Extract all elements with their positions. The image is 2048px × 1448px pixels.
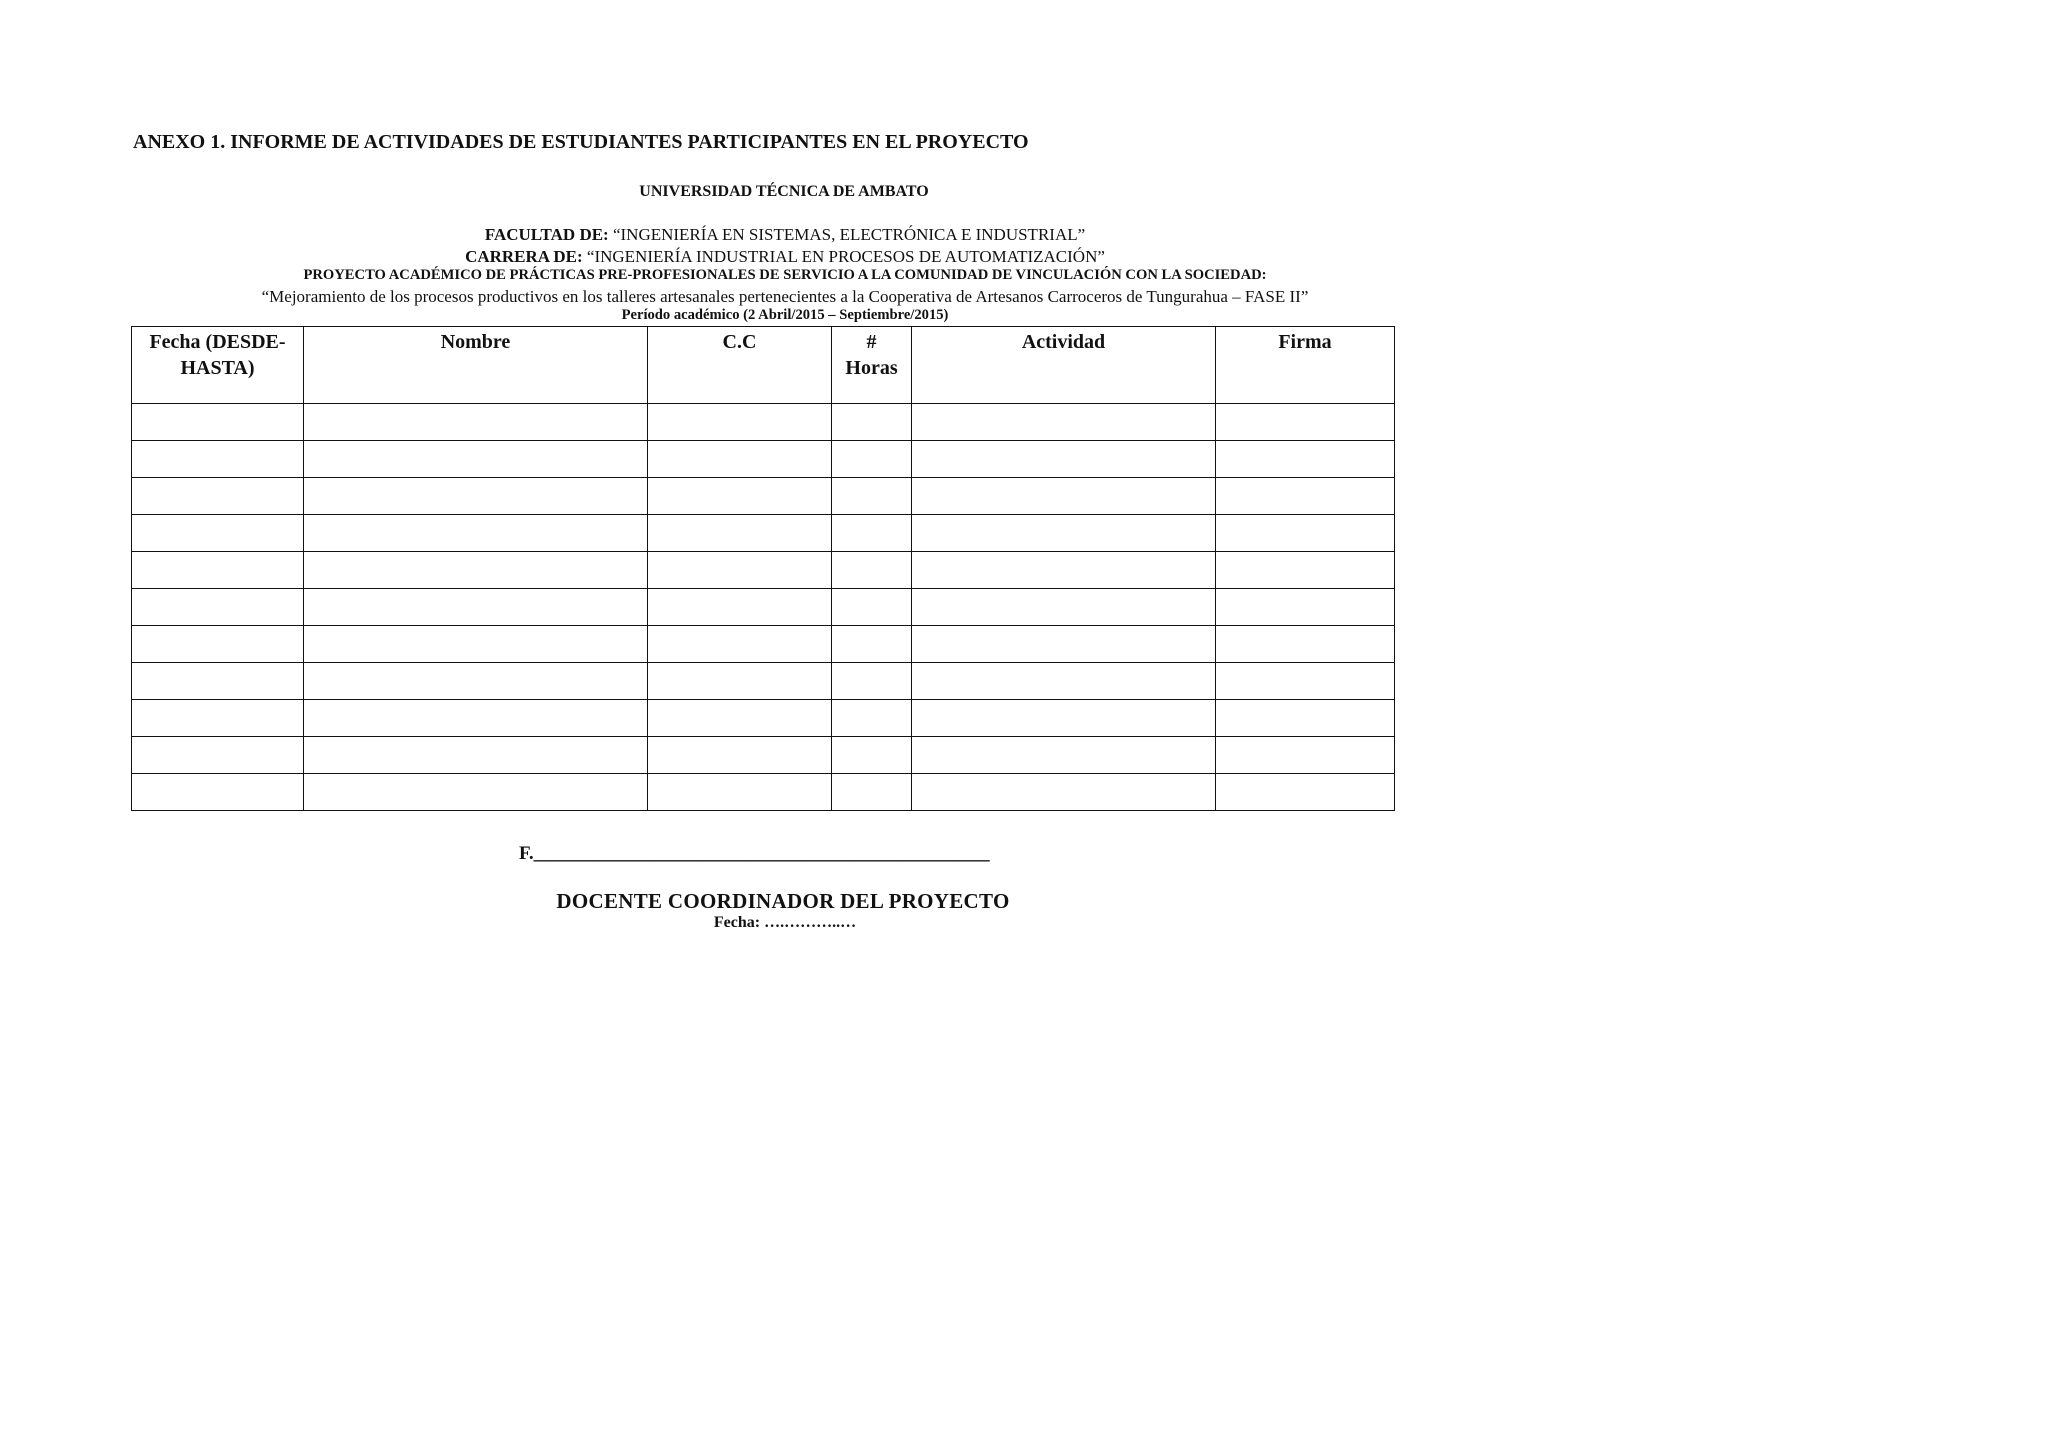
header-firma: Firma	[1216, 327, 1395, 404]
cell-cc[interactable]	[648, 663, 832, 700]
cell-fecha[interactable]	[132, 737, 304, 774]
project-heading: PROYECTO ACADÉMICO DE PRÁCTICAS PRE-PROFESIONALES DE SERVICIO A LA COMUNIDAD DE VINCULACIÓN CON LA SOCIEDAD:	[303, 267, 1267, 283]
cell-fecha[interactable]	[132, 626, 304, 663]
cell-nombre[interactable]	[304, 552, 648, 589]
cell-horas[interactable]	[832, 515, 912, 552]
cell-fecha[interactable]	[132, 404, 304, 441]
cell-firma[interactable]	[1216, 663, 1395, 700]
cell-fecha[interactable]	[132, 515, 304, 552]
signature-line: F.________________________________________________	[519, 843, 990, 864]
cell-fecha[interactable]	[132, 663, 304, 700]
cell-actividad[interactable]	[912, 774, 1216, 811]
table-row	[132, 663, 1395, 700]
cell-nombre[interactable]	[304, 626, 648, 663]
university-name: UNIVERSIDAD TÉCNICA DE AMBATO	[639, 183, 929, 200]
cell-horas[interactable]	[832, 441, 912, 478]
career-label: CARRERA DE:	[465, 247, 583, 266]
cell-firma[interactable]	[1216, 515, 1395, 552]
header-nombre: Nombre	[304, 327, 648, 404]
cell-actividad[interactable]	[912, 478, 1216, 515]
date-value: ….………..…	[764, 914, 857, 931]
cell-actividad[interactable]	[912, 404, 1216, 441]
career-line	[0, 247, 1570, 267]
header-horas	[832, 327, 912, 404]
table-row	[132, 478, 1395, 515]
cell-horas[interactable]	[832, 626, 912, 663]
cell-actividad[interactable]	[912, 626, 1216, 663]
faculty-label: FACULTAD DE:	[484, 225, 609, 244]
header-cc: C.C	[648, 327, 832, 404]
cell-horas[interactable]	[832, 404, 912, 441]
project-name: “Mejoramiento de los procesos productivos en los talleres artesanales pertenecientes a la Cooperativa de Artesanos Carroceros de Tungurahua – FASE II”	[261, 287, 1309, 306]
cell-horas[interactable]	[832, 663, 912, 700]
table-row	[132, 626, 1395, 663]
activity-table	[131, 326, 1395, 811]
table-row	[132, 441, 1395, 478]
table-row	[132, 552, 1395, 589]
cell-firma[interactable]	[1216, 552, 1395, 589]
cell-cc[interactable]	[648, 441, 832, 478]
cell-actividad[interactable]	[912, 737, 1216, 774]
cell-cc[interactable]	[648, 478, 832, 515]
annex-title: ANEXO 1. INFORME DE ACTIVIDADES DE ESTUDIANTES PARTICIPANTES EN EL PROYECTO	[133, 131, 1029, 153]
cell-firma[interactable]	[1216, 404, 1395, 441]
cell-cc[interactable]	[648, 589, 832, 626]
faculty-line	[0, 225, 1570, 245]
cell-fecha[interactable]	[132, 774, 304, 811]
cell-firma[interactable]	[1216, 700, 1395, 737]
table-row	[132, 774, 1395, 811]
cell-actividad[interactable]	[912, 552, 1216, 589]
date-line	[0, 914, 1570, 932]
header-fecha-line1: Fecha (DESDE-	[149, 331, 286, 353]
cell-firma[interactable]	[1216, 478, 1395, 515]
cell-nombre[interactable]	[304, 478, 648, 515]
table-row	[132, 700, 1395, 737]
cell-actividad[interactable]	[912, 700, 1216, 737]
table-row	[132, 404, 1395, 441]
header-fecha-line2: HASTA)	[180, 357, 255, 379]
header-horas-line1: #	[866, 331, 877, 353]
cell-horas[interactable]	[832, 589, 912, 626]
cell-firma[interactable]	[1216, 774, 1395, 811]
cell-actividad[interactable]	[912, 441, 1216, 478]
cell-nombre[interactable]	[304, 663, 648, 700]
cell-actividad[interactable]	[912, 663, 1216, 700]
cell-horas[interactable]	[832, 737, 912, 774]
cell-fecha[interactable]	[132, 441, 304, 478]
faculty-value: “INGENIERÍA EN SISTEMAS, ELECTRÓNICA E INDUSTRIAL”	[612, 225, 1086, 244]
cell-fecha[interactable]	[132, 478, 304, 515]
cell-cc[interactable]	[648, 774, 832, 811]
cell-nombre[interactable]	[304, 700, 648, 737]
table-row	[132, 515, 1395, 552]
cell-fecha[interactable]	[132, 700, 304, 737]
cell-horas[interactable]	[832, 700, 912, 737]
table-header-row	[132, 327, 1395, 404]
cell-actividad[interactable]	[912, 515, 1216, 552]
cell-cc[interactable]	[648, 404, 832, 441]
cell-nombre[interactable]	[304, 737, 648, 774]
table-body	[132, 404, 1395, 811]
cell-fecha[interactable]	[132, 589, 304, 626]
header-actividad: Actividad	[912, 327, 1216, 404]
cell-firma[interactable]	[1216, 626, 1395, 663]
cell-horas[interactable]	[832, 774, 912, 811]
cell-firma[interactable]	[1216, 737, 1395, 774]
header-fecha	[132, 327, 304, 404]
cell-horas[interactable]	[832, 552, 912, 589]
cell-cc[interactable]	[648, 515, 832, 552]
cell-actividad[interactable]	[912, 589, 1216, 626]
academic-period: Período académico (2 Abril/2015 – Septiembre/2015)	[621, 307, 949, 323]
cell-firma[interactable]	[1216, 441, 1395, 478]
header-horas-line2: Horas	[845, 357, 898, 379]
cell-fecha[interactable]	[132, 552, 304, 589]
cell-nombre[interactable]	[304, 774, 648, 811]
cell-nombre[interactable]	[304, 441, 648, 478]
cell-nombre[interactable]	[304, 515, 648, 552]
cell-firma[interactable]	[1216, 589, 1395, 626]
cell-cc[interactable]	[648, 626, 832, 663]
date-label: Fecha:	[713, 914, 761, 931]
table-row	[132, 737, 1395, 774]
coordinator-title: DOCENTE COORDINADOR DEL PROYECTO	[556, 889, 1010, 913]
cell-cc[interactable]	[648, 700, 832, 737]
career-value: “INGENIERÍA INDUSTRIAL EN PROCESOS DE AUTOMATIZACIÓN”	[586, 247, 1105, 266]
cell-cc[interactable]	[648, 737, 832, 774]
cell-horas[interactable]	[832, 478, 912, 515]
cell-cc[interactable]	[648, 552, 832, 589]
cell-nombre[interactable]	[304, 404, 648, 441]
table-row	[132, 589, 1395, 626]
cell-nombre[interactable]	[304, 589, 648, 626]
